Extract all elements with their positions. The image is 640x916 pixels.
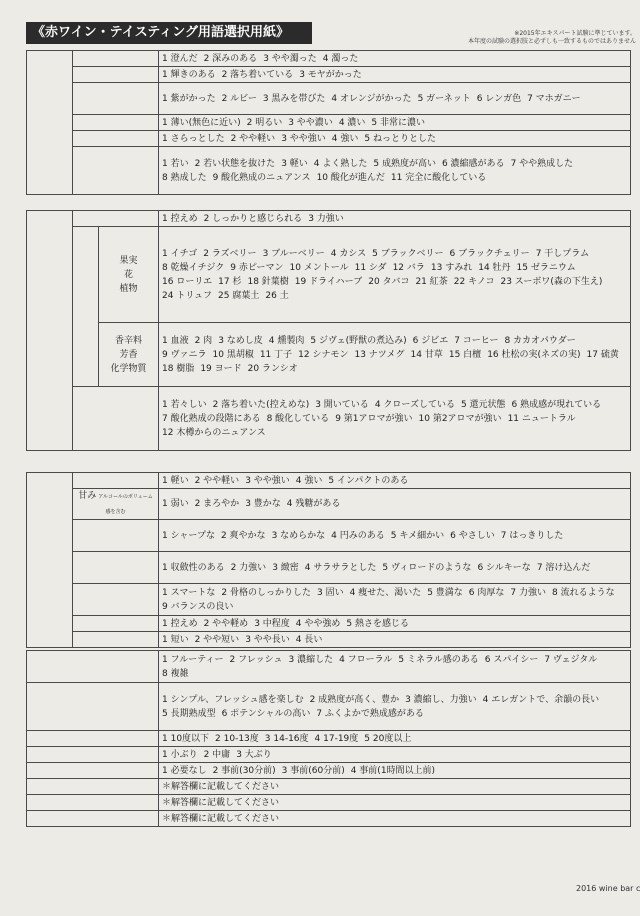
option[interactable]: 12 シナモン: [298, 349, 349, 360]
option[interactable]: 22 キノコ: [453, 276, 495, 287]
exam-note-line-2: 本年度の試験の選択肢と必ずしも一致するものではありません: [467, 38, 636, 45]
option[interactable]: 25 腐葉土: [218, 290, 260, 301]
option[interactable]: 2 やや軽め: [203, 618, 249, 629]
appearance-row: [27, 83, 631, 115]
option[interactable]: 5 熱さを感じる: [346, 618, 409, 629]
row-label: [99, 323, 159, 387]
option[interactable]: 5 ジヴェ(野獣の煮込み): [310, 335, 407, 346]
option[interactable]: 11 ニュートラル: [507, 413, 576, 424]
option[interactable]: 1 収斂性のある: [162, 562, 225, 573]
option[interactable]: 7 マホガニー: [527, 93, 581, 104]
options-cell: [159, 616, 631, 632]
option[interactable]: 3 やや濃い: [288, 117, 333, 128]
option[interactable]: 2 力強い: [230, 562, 267, 573]
option[interactable]: 1 澄んだ: [162, 53, 198, 64]
exam-note-line-1: ※2015年エキスパート試験に準じています。: [514, 30, 636, 37]
row-label: [27, 651, 159, 683]
exam-note: [418, 30, 636, 46]
option[interactable]: 1 若い: [162, 158, 189, 169]
option[interactable]: 5 豊満な: [427, 587, 463, 598]
row-label: [73, 632, 159, 648]
footer-text: 2016 wine bar c: [576, 884, 640, 893]
option[interactable]: 2 まろやか: [194, 499, 240, 509]
option[interactable]: 8 酸化している: [266, 413, 330, 424]
option[interactable]: 5 還元状態: [460, 399, 506, 410]
option[interactable]: 2 やや軽い: [230, 133, 276, 144]
option[interactable]: 4 強い: [331, 133, 359, 144]
option[interactable]: 3 なめし皮: [218, 335, 263, 346]
option[interactable]: 5 ミネラル感のある: [398, 654, 479, 665]
option[interactable]: 2 ルビー: [221, 93, 257, 104]
option[interactable]: ＊解答欄に記載してください: [162, 797, 280, 808]
option[interactable]: 19 ヨード: [200, 363, 242, 374]
option[interactable]: 5 長期熟成型: [162, 708, 216, 719]
option[interactable]: 14 甘草: [410, 349, 443, 360]
option[interactable]: 7 はっきりした: [500, 530, 564, 541]
options-cell: [159, 552, 631, 584]
option[interactable]: 4 カシス: [330, 248, 367, 259]
option[interactable]: 9 酸化熟成のニュアンス: [212, 172, 311, 183]
option[interactable]: 2 10-13度: [215, 733, 259, 744]
options-cell: [159, 387, 631, 451]
options-cell: [159, 51, 631, 67]
characteristics-label: [73, 227, 99, 387]
option[interactable]: 2 中庸: [203, 749, 231, 760]
option[interactable]: 3 ブルーベリー: [262, 248, 325, 259]
appearance-row: [27, 51, 631, 67]
option[interactable]: 13 すみれ: [430, 262, 473, 273]
option[interactable]: 1 紫がかった: [162, 93, 216, 104]
option[interactable]: 3 やや強い: [245, 475, 290, 486]
conclusion-section: [26, 650, 631, 827]
option[interactable]: 24 トリュフ: [162, 290, 213, 301]
options-cell: [159, 795, 631, 811]
options-cell: [159, 584, 631, 616]
option[interactable]: 10 メントール: [289, 262, 349, 273]
row-sublabel: 果実: [119, 255, 138, 266]
option[interactable]: 21 紅茶: [415, 276, 448, 287]
option[interactable]: 10 酸化が進んだ: [316, 172, 385, 183]
options-cell: [159, 779, 631, 795]
option[interactable]: 4 エレガントで、余韻の長い: [482, 694, 600, 705]
option[interactable]: 1 イチゴ: [162, 248, 198, 259]
option[interactable]: 1 必要なし: [162, 765, 207, 776]
option[interactable]: 10 黒胡椒: [212, 349, 254, 360]
option[interactable]: 4 円みのある: [331, 530, 385, 541]
option[interactable]: 1 血液: [162, 335, 189, 346]
option[interactable]: 3 やや濁った: [263, 53, 317, 64]
aroma-section: [26, 210, 631, 451]
option[interactable]: 3 軽い: [281, 158, 308, 169]
options-cell: [159, 67, 631, 83]
options-cell: [159, 473, 631, 489]
option[interactable]: 2 明るい: [246, 117, 283, 128]
options-cell: [159, 323, 631, 387]
option[interactable]: 9 第1アロマが強い: [335, 413, 413, 424]
option[interactable]: 8 乾燥イチジク: [162, 262, 225, 273]
option[interactable]: 23 スーボワ(森の下生え): [500, 276, 603, 287]
option[interactable]: 6 ブラックチェリー: [449, 248, 530, 259]
option[interactable]: 3 固い: [317, 587, 344, 598]
option[interactable]: 6 やさしい: [450, 530, 495, 541]
option[interactable]: 1 さらっとした: [162, 133, 225, 144]
option[interactable]: 1 シンプル、フレッシュ感を楽しむ: [162, 694, 304, 705]
option[interactable]: 1 フルーティー: [162, 654, 224, 665]
option[interactable]: 1 若々しい: [162, 399, 207, 410]
options-cell: [159, 632, 631, 648]
row-label: [73, 131, 159, 147]
option[interactable]: 4 濁った: [322, 53, 359, 64]
row-sublabel: 花: [123, 269, 133, 280]
option[interactable]: 13 ナツメグ: [354, 349, 405, 360]
option[interactable]: 1 10度以下: [162, 733, 210, 744]
option[interactable]: 2 やや短い: [194, 634, 240, 645]
option[interactable]: 5 成熟度が高い: [373, 158, 436, 169]
option[interactable]: 6 濃縮感がある: [441, 158, 505, 169]
option[interactable]: ＊解答欄に記載してください: [162, 781, 280, 792]
option[interactable]: 2 落ち着いた(控えめな): [212, 399, 310, 410]
options-cell: [159, 227, 631, 323]
option[interactable]: 2 若い状態を抜けた: [194, 158, 276, 169]
option[interactable]: 1 スマートな: [162, 587, 216, 598]
option[interactable]: 1 薄い(無色に近い): [162, 117, 241, 128]
option[interactable]: 1 軽い: [162, 475, 189, 486]
option[interactable]: 6 レンガ色: [476, 93, 522, 104]
options-cell: [159, 83, 631, 115]
option[interactable]: 4 やや強め: [295, 618, 341, 629]
option[interactable]: 5 20度以上: [364, 733, 412, 744]
row-sublabel: 芳香: [119, 349, 138, 360]
option[interactable]: 4 よく熟した: [313, 158, 368, 169]
option[interactable]: 7 ヴェジタル: [544, 654, 598, 665]
row-label: [73, 115, 159, 131]
option[interactable]: 6 熟成感が現れている: [511, 399, 602, 410]
option[interactable]: 7 力強い: [510, 587, 546, 598]
option[interactable]: 15 ゼラニウム: [516, 262, 576, 273]
option[interactable]: 11 丁子: [259, 349, 293, 360]
row-label: [27, 747, 159, 763]
row-label-note: アルコールのボリューム感を含む: [98, 494, 153, 515]
option[interactable]: 20 タバコ: [368, 276, 410, 287]
option[interactable]: 2 事前(30分前): [212, 765, 276, 776]
row-label: [73, 473, 159, 489]
option[interactable]: 4 事前(1時間以上前): [350, 765, 436, 776]
options-cell: [159, 811, 631, 827]
option[interactable]: 5 インパクトのある: [328, 475, 409, 486]
option[interactable]: 4 17-19度: [314, 733, 359, 744]
option[interactable]: 5 ブラックベリー: [372, 248, 444, 259]
option[interactable]: 3 開いている: [315, 399, 369, 410]
row-label: [73, 584, 159, 616]
option[interactable]: 8 カカオパウダー: [504, 335, 576, 346]
option[interactable]: 6 スパイシー: [484, 654, 539, 665]
option[interactable]: 3 モヤがかった: [299, 69, 362, 80]
option[interactable]: 2 深みのある: [203, 53, 258, 64]
option[interactable]: 3 力強い: [308, 213, 344, 224]
option[interactable]: 2 肉: [194, 335, 213, 346]
option[interactable]: 4 痩せた、渇いた: [349, 587, 422, 598]
option[interactable]: 7 酸化熟成の段階にある: [162, 413, 261, 424]
option[interactable]: 1 控えめ: [162, 618, 198, 629]
options-cell: [159, 131, 631, 147]
option[interactable]: 3 やや強い: [281, 133, 326, 144]
option[interactable]: ＊解答欄に記載してください: [162, 813, 280, 824]
option[interactable]: 8 複雑: [162, 668, 189, 679]
option[interactable]: 5 ヴィロードのような: [382, 562, 472, 573]
option[interactable]: 5 非常に濃い: [371, 117, 425, 128]
option[interactable]: 19 ドライハーブ: [294, 276, 363, 287]
option[interactable]: 12 木樽からのニュアンス: [162, 427, 266, 438]
option[interactable]: 8 流れるような: [551, 587, 615, 598]
option[interactable]: 8 熟成した: [162, 172, 207, 183]
row-sublabel: 化学物質: [110, 363, 147, 374]
appearance-section: [26, 50, 631, 195]
appearance-row: [27, 147, 631, 195]
option[interactable]: 3 濃縮し、力強い: [405, 694, 477, 705]
row-label-main: 甘み: [78, 491, 97, 501]
row-label: [73, 489, 159, 520]
option[interactable]: 6 肉厚な: [468, 587, 505, 598]
option[interactable]: 3 黒みを帯びた: [262, 93, 326, 104]
option[interactable]: 4 長い: [295, 634, 323, 645]
row-label: [27, 779, 159, 795]
option[interactable]: 5 キメ細かい: [390, 530, 445, 541]
row-label: [73, 211, 159, 227]
option[interactable]: 1 輝きのある: [162, 69, 216, 80]
option[interactable]: 4 残糖がある: [286, 499, 341, 509]
option[interactable]: 9 バランスの良い: [162, 601, 234, 612]
option[interactable]: 9 ヴァニラ: [162, 349, 207, 360]
option[interactable]: 2 ラズベリー: [203, 248, 257, 259]
row-label: [73, 387, 159, 451]
option[interactable]: 15 白檀: [448, 349, 482, 360]
option[interactable]: 6 シルキーな: [477, 562, 531, 573]
option[interactable]: 4 燻製肉: [268, 335, 305, 346]
option[interactable]: 3 中程度: [254, 618, 290, 629]
option[interactable]: 6 ジビエ: [412, 335, 449, 346]
row-label: [73, 552, 159, 584]
option[interactable]: 11 完全に酸化している: [390, 172, 487, 183]
row-label: [27, 795, 159, 811]
option[interactable]: 18 樹脂: [162, 363, 195, 374]
option[interactable]: 5 ガーネット: [417, 93, 471, 104]
taste-label: [27, 473, 73, 648]
option[interactable]: 1 控えめ: [162, 213, 198, 224]
options-cell: [159, 147, 631, 195]
options-cell: [159, 211, 631, 227]
option[interactable]: 7 コーヒー: [454, 335, 499, 346]
options-cell: [159, 651, 631, 683]
option[interactable]: 2 やや軽い: [194, 475, 240, 486]
options-cell: [159, 489, 631, 520]
option[interactable]: 2 成熟度が高く、豊か: [309, 694, 400, 705]
option[interactable]: 12 バラ: [392, 262, 425, 273]
options-cell: [159, 763, 631, 779]
option[interactable]: 7 やや熟成した: [510, 158, 574, 169]
row-label: [73, 83, 159, 115]
option[interactable]: 4 強い: [295, 475, 323, 486]
row-label: [73, 616, 159, 632]
option[interactable]: 6 ポテンシャルの高い: [221, 708, 311, 719]
option[interactable]: 26 土: [265, 290, 289, 301]
option[interactable]: 1 弱い: [162, 499, 189, 509]
option[interactable]: 3 やや長い: [245, 634, 290, 645]
option[interactable]: 4 クローズしている: [374, 399, 455, 410]
option[interactable]: 4 濃い: [338, 117, 366, 128]
option[interactable]: 1 シャープな: [162, 530, 215, 541]
row-label: [27, 811, 159, 827]
option[interactable]: 10 第2アロマが強い: [418, 413, 502, 424]
options-cell: [159, 683, 631, 731]
option[interactable]: 2 爽やかな: [220, 530, 266, 541]
option[interactable]: 18 針葉樹: [247, 276, 289, 287]
option[interactable]: 3 14-16度: [264, 733, 309, 744]
options-cell: [159, 520, 631, 552]
sheet-title: 《赤ワイン・テイスティング用語選択用紙》: [26, 22, 312, 44]
row-label: [27, 763, 159, 779]
option[interactable]: 17 杉: [218, 276, 242, 287]
taste-section: [26, 472, 631, 648]
row-sublabel: 植物: [119, 283, 138, 294]
option[interactable]: 17 硫黄: [586, 349, 619, 360]
option[interactable]: 4 オレンジがかった: [331, 93, 412, 104]
option[interactable]: 16 ローリエ: [162, 276, 213, 287]
option[interactable]: 3 事前(60分前): [281, 765, 345, 776]
option[interactable]: 1 小ぶり: [162, 749, 198, 760]
option[interactable]: 14 牡丹: [478, 262, 511, 273]
option[interactable]: 1 短い: [162, 634, 189, 645]
option[interactable]: 3 濃縮した: [288, 654, 334, 665]
option[interactable]: 16 杜松の実(ネズの実): [487, 349, 581, 360]
option[interactable]: 7 ふくよかで熟成感がある: [316, 708, 424, 719]
aroma-label: [27, 211, 73, 451]
option[interactable]: 11 シダ: [354, 262, 387, 273]
option[interactable]: 2 しっかりと感じられる: [203, 213, 303, 224]
row-sublabel: 香辛料: [114, 335, 142, 346]
options-cell: [159, 115, 631, 131]
appearance-row: [27, 67, 631, 83]
options-cell: [159, 747, 631, 763]
option[interactable]: 9 赤ピーマン: [230, 262, 284, 273]
row-label: [27, 731, 159, 747]
appearance-row: [27, 131, 631, 147]
option[interactable]: 7 干しプラム: [535, 248, 590, 259]
row-label: [73, 147, 159, 195]
option[interactable]: 3 大ぶり: [236, 749, 272, 760]
row-label: [73, 520, 159, 552]
appearance-row: [27, 115, 631, 131]
option[interactable]: 4 サラサラとした: [304, 562, 377, 573]
option[interactable]: 2 フレッシュ: [229, 654, 283, 665]
row-label: [99, 227, 159, 323]
row-label: [27, 683, 159, 731]
appearance-label: [27, 51, 73, 195]
option[interactable]: 3 なめらかな: [271, 530, 326, 541]
row-label: [73, 51, 159, 67]
option[interactable]: 4 フローラル: [339, 654, 393, 665]
option[interactable]: 2 骨格のしっかりした: [221, 587, 312, 598]
option[interactable]: 7 溶け込んだ: [536, 562, 591, 573]
option[interactable]: 2 落ち着いている: [221, 69, 294, 80]
option[interactable]: 5 ねっとりとした: [364, 133, 436, 144]
option[interactable]: 3 緻密: [272, 562, 299, 573]
row-label: [73, 67, 159, 83]
option[interactable]: 20 ランシオ: [247, 363, 298, 374]
options-cell: [159, 731, 631, 747]
option[interactable]: 3 豊かな: [245, 499, 281, 509]
